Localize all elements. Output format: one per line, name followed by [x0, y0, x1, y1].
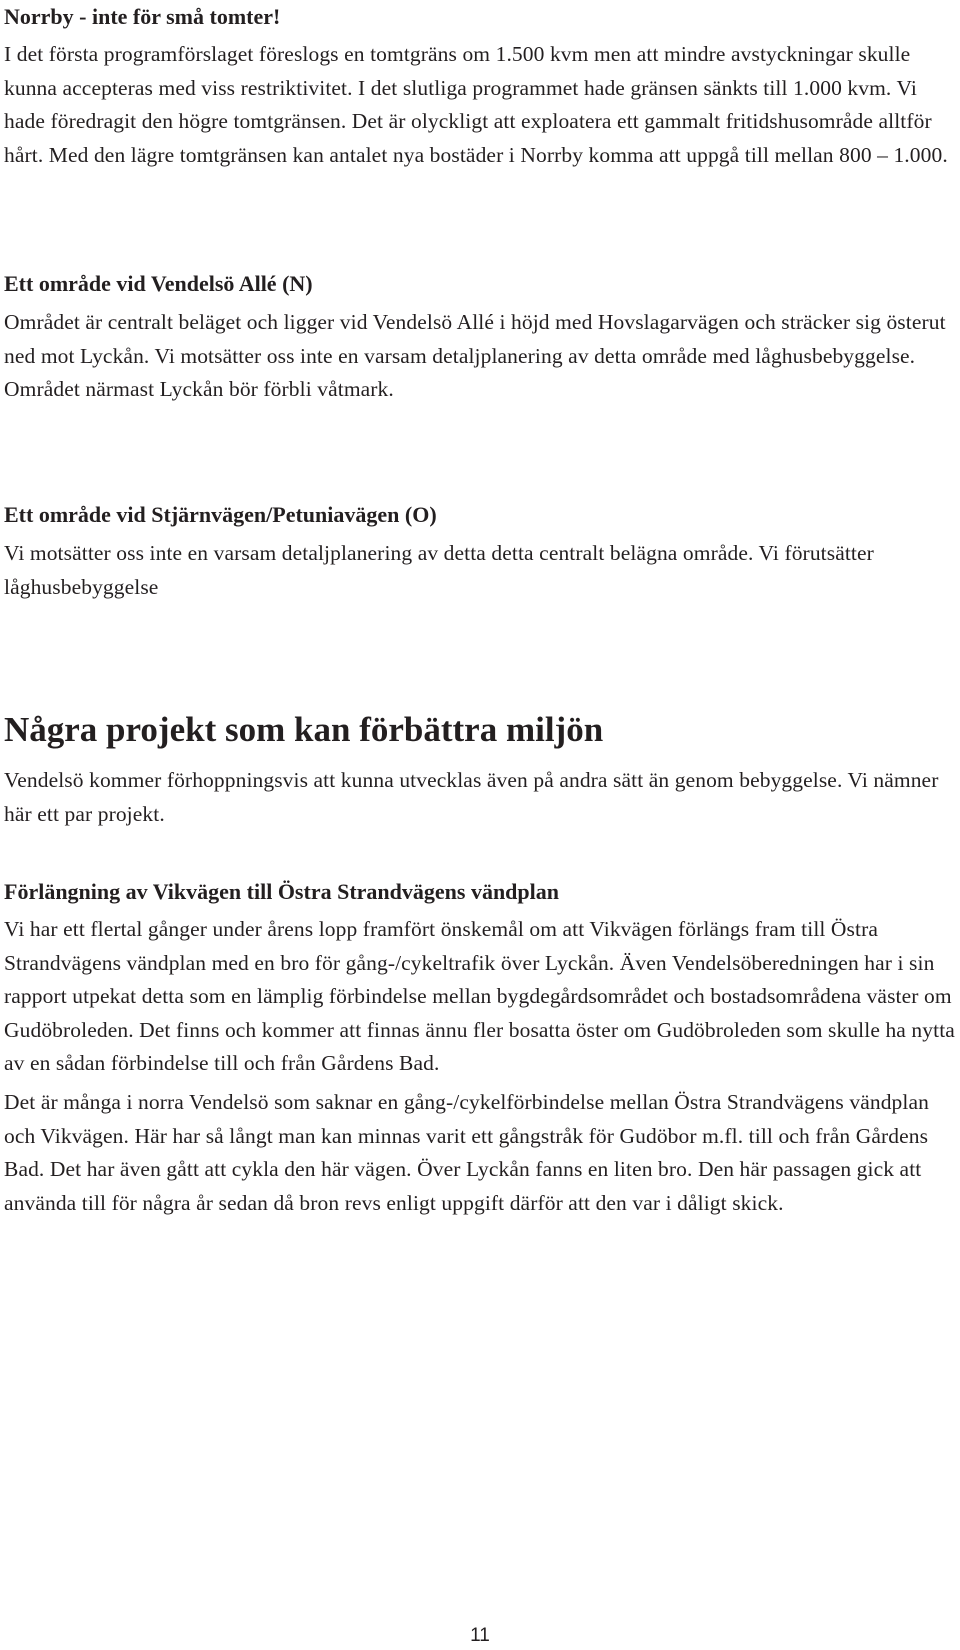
section-norrby: [4, 0, 956, 172]
page-number: 11: [470, 1625, 490, 1646]
section-heading-vikvagen: Förlängning av Vikvägen till Östra Strandvägens vändplan: [4, 879, 559, 904]
section-vikvagen: [4, 877, 956, 1220]
paragraph-projekt: Vendelsö kommer förhoppningsvis att kunna utvecklas även på andra sätt än genom bebyggelse. Vi nämner här ett par projekt.: [4, 768, 939, 826]
paragraph-stjarnvagen: Vi motsätter oss inte en varsam detaljplanering av detta detta centralt belägna område. Vi förutsätter låghusbebyggelse: [4, 541, 874, 599]
paragraph-vendelso-alle: Området är centralt beläget och ligger vid Vendelsö Allé i höjd med Hovslagarvägen och sträcker sig österut ned mot Lyckån. Vi motsätter oss inte en varsam detaljplanering av detta område med låghusbebyggelse. Området närmast Lyckån bör förbli våtmark.: [4, 310, 946, 402]
section-heading-vendelso-alle: Ett område vid Vendelsö Allé (N): [4, 271, 313, 296]
section-vendelso-alle: [4, 269, 956, 407]
section-stjarnvagen: [4, 500, 956, 604]
section-heading-stjarnvagen: Ett område vid Stjärnvägen/Petuniavägen (O): [4, 502, 437, 527]
section-projekt: [4, 708, 956, 831]
paragraph-vikvagen-2: Det är många i norra Vendelsö som saknar en gång-/cykelförbindelse mellan Östra Strandvägens vändplan och Vikvägen. Här har så långt man kan minnas varit ett gångstråk för Gudöbor m.fl. till och från Gårdens Bad. Det har även gått att cykla den här vägen. Över Lyckån fanns en liten bro. Den här passagen gick att använda till för några år sedan då bron revs enligt uppgift därför att den var i dåligt skick.: [4, 1089, 929, 1215]
paragraph-norrby: I det första programförslaget föreslogs en tomtgräns om 1.500 kvm men att mindre avstyckningar skulle kunna accepteras med viss restriktivitet. I det slutliga programmet hade gränsen sänkts till 1.000 kvm. Vi hade föredragit den högre tomtgränsen. Det är olyckligt att exploatera ett gammalt fritidshusområde alltför hårt. Med den lägre tomtgränsen kan antalet nya bostäder i Norrby komma att uppgå till mellan 800 – 1.000.: [4, 42, 948, 167]
page-title-projekt: Några projekt som kan förbättra miljön: [4, 710, 604, 749]
paragraph-vikvagen-1: Vi har ett flertal gånger under årens lopp framfört önskemål om att Vikvägen förlängs fram till Östra Strandvägens vändplan med en bro för gång-/cykeltrafik över Lyckån. Även Vendelsöberedningen har i sin rapport utpekat detta som en lämplig förbindelse mellan bygdegårdsområdet och bostadsområdena väster om Gudöbroleden. Det finns och kommer att finnas ännu fler bosatta öster om Gudöbroleden som skulle ha nytta av en sådan förbindelse till och från Gårdens Bad.: [4, 917, 955, 1076]
section-heading-norrby: Norrby - inte för små tomter!: [4, 4, 281, 29]
